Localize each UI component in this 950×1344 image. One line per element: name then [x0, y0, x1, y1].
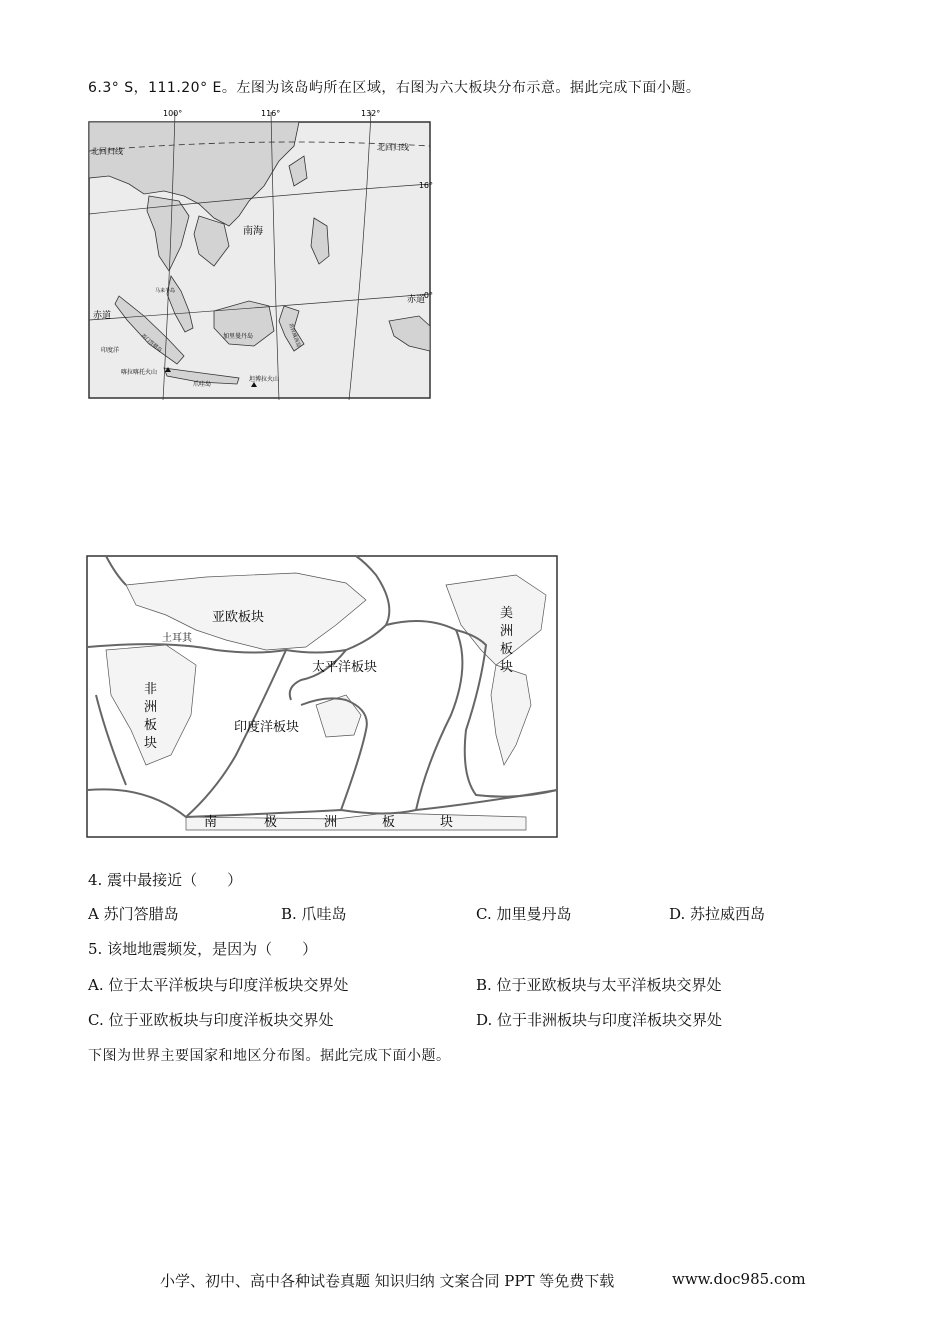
eurasian-plate-label: 亚欧板块 — [212, 610, 265, 625]
african-plate-char: 洲 — [144, 700, 158, 715]
american-plate-char: 块 — [500, 660, 514, 675]
volcano-1-label: 喀拉喀托火山 — [121, 369, 158, 376]
q4-option-b[interactable]: B. 爪哇岛 — [281, 905, 347, 923]
antarctic-plate-char: 洲 — [324, 815, 338, 830]
antarctic-plate-char: 块 — [440, 815, 454, 830]
footer-link[interactable]: www.doc985.com — [672, 1270, 806, 1288]
latitude-label: 0° — [423, 291, 433, 300]
footer-text: 小学、初中、高中各种试卷真题 知识归纳 文案合同 PPT 等免费下载 — [160, 1272, 615, 1290]
malay-label: 马来半岛 — [155, 288, 176, 294]
footer — [160, 1270, 806, 1291]
section-note: 下图为世界主要国家和地区分布图。据此完成下面小题。 — [88, 1048, 451, 1064]
antarctic-plate-char: 极 — [264, 815, 278, 830]
longitude-label: 116° — [261, 109, 281, 118]
pacific-plate-label: 太平洋板块 — [312, 660, 378, 675]
q5-option-c[interactable]: C. 位于亚欧板块与印度洋板块交界处 — [88, 1011, 334, 1029]
plate-map — [86, 555, 558, 838]
q5-option-d[interactable]: D. 位于非洲板块与印度洋板块交界处 — [476, 1011, 723, 1029]
african-plate-char: 块 — [144, 736, 158, 751]
african-plate-char: 非 — [144, 682, 158, 697]
intro-text: 6.3° S，111.20° E。左图为该岛屿所在区域，右图为六大板块分布示意。据此完成下面小题。 — [88, 80, 701, 96]
longitude-label: 132° — [361, 109, 381, 118]
latitude-label: 16° — [418, 181, 433, 190]
q4-option-a[interactable]: A 苏门答腊岛 — [88, 905, 179, 923]
sumatra-label: 苏门答腊岛 — [139, 332, 163, 354]
sulawesi-label: 苏拉威西岛 — [287, 322, 302, 349]
south-sea-label: 南海 — [243, 226, 263, 237]
question-5-stem: 5. 该地地震频发，是因为（ ） — [88, 940, 318, 958]
equator-label-left: 赤道 — [93, 311, 112, 321]
equator-label-right: 赤道 — [407, 295, 426, 305]
tropic-label-right: 北回归线 — [377, 143, 409, 152]
q5-option-a[interactable]: A. 位于太平洋板块与印度洋板块交界处 — [88, 976, 349, 994]
antarctic-plate-char: 板 — [382, 815, 396, 830]
q4-option-d[interactable]: D. 苏拉威西岛 — [669, 905, 766, 923]
question-4-stem: 4. 震中最接近（ ） — [88, 871, 243, 889]
antarctic-plate-char: 南 — [204, 815, 218, 830]
american-plate-char: 板 — [500, 642, 514, 657]
tropic-label-left: 北回归线 — [91, 147, 123, 156]
q4-option-c[interactable]: C. 加里曼丹岛 — [476, 905, 572, 923]
q5-option-b[interactable]: B. 位于亚欧板块与太平洋板块交界处 — [476, 976, 722, 994]
american-plate-char: 洲 — [500, 624, 514, 639]
african-plate-char: 板 — [144, 718, 158, 733]
kalimantan-label: 加里曼丹岛 — [223, 333, 254, 340]
java-label: 爪哇岛 — [193, 381, 212, 388]
southeast-asia-map — [89, 106, 432, 400]
indian-plate-label: 印度洋板块 — [234, 720, 300, 735]
turkey-label: 土耳其 — [162, 633, 192, 644]
american-plate-char: 美 — [500, 606, 514, 621]
volcano-2-label: 坦博拉火山 — [249, 376, 280, 383]
indian-ocean-label: 印度洋 — [101, 347, 120, 354]
longitude-label: 100° — [163, 109, 183, 118]
